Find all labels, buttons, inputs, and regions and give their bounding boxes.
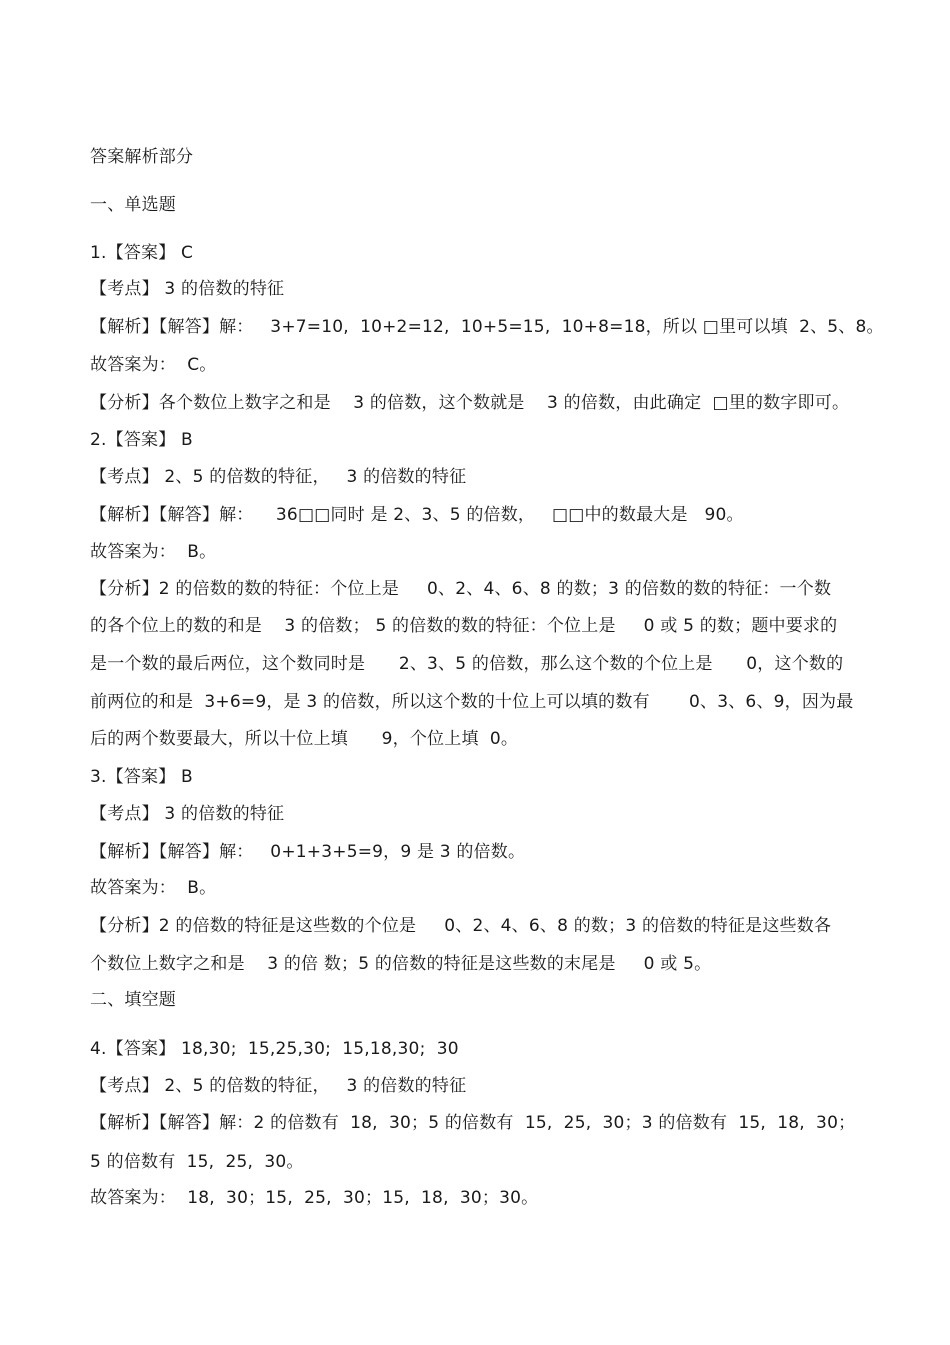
- q2-conclusion: 故答案为： B。: [90, 542, 217, 562]
- q1-fenxi: 【分析】各个数位上数字之和是 3 的倍数，这个数就是 3 的倍数，由此确定 □里的数字即可。: [90, 393, 850, 413]
- q3-fenxi-line: 个数位上数字之和是 3 的倍 数；5 的倍数的特征是这些数的末尾是 0 或 5。: [90, 954, 712, 974]
- q3-conclusion: 故答案为： B。: [90, 878, 217, 898]
- q2-fenxi-line: 前两位的和是 3+6=9，是 3 的倍数，所以这个数的十位上可以填的数有 0、3、6、9，因为最: [90, 692, 854, 712]
- q3-fenxi-line: 【分析】2 的倍数的特征是这些数的个位是 0、2、4、6、8 的数；3 的倍数的特征是这些数各: [90, 916, 832, 936]
- q1-answer: 1.【答案】 C: [90, 243, 194, 263]
- page-title: 答案解析部分: [90, 147, 194, 167]
- q4-jiexi-line: 【解析】【解答】解：2 的倍数有 18, 30；5 的倍数有 15, 25, 30；3 的倍数有 15, 18, 30；: [90, 1113, 856, 1133]
- q4-conclusion: 故答案为： 18, 30；15, 25, 30；15, 18, 30；30。: [90, 1188, 539, 1208]
- q2-fenxi-line: 的各个位上的数的和是 3 的倍数； 5 的倍数的数的特征：个位上是 0 或 5 的数；题中要求的: [90, 616, 838, 636]
- q4-jiexi-line: 5 的倍数有 15, 25, 30。: [90, 1152, 304, 1172]
- q2-fenxi-line: 【分析】2 的倍数的数的特征：个位上是 0、2、4、6、8 的数；3 的倍数的数的特征：一个数: [90, 579, 832, 599]
- q2-jiexi: 【解析】【解答】解： 36□□同时 是 2、3、5 的倍数， □□中的数最大是 90。: [90, 505, 744, 525]
- q3-jiexi: 【解析】【解答】解： 0+1+3+5=9，9 是 3 的倍数。: [90, 842, 526, 862]
- q4-answer: 4.【答案】 18,30; 15,25,30; 15,18,30; 30: [90, 1039, 459, 1059]
- section-heading-single-choice: 一、单选题: [90, 195, 176, 215]
- q3-kaodian: 【考点】 3 的倍数的特征: [90, 804, 285, 824]
- q1-conclusion: 故答案为： C。: [90, 355, 217, 375]
- q2-kaodian: 【考点】 2、5 的倍数的特征， 3 的倍数的特征: [90, 467, 467, 487]
- q2-fenxi-line: 后的两个数要最大，所以十位上填 9，个位上填 0。: [90, 729, 519, 749]
- q3-answer: 3.【答案】 B: [90, 767, 193, 787]
- q4-kaodian: 【考点】 2、5 的倍数的特征， 3 的倍数的特征: [90, 1076, 467, 1096]
- q2-answer: 2.【答案】 B: [90, 430, 193, 450]
- q1-jiexi: 【解析】【解答】解： 3+7=10, 10+2=12, 10+5=15, 10+8=18，所以 □里可以填 2、5、8。: [90, 317, 884, 337]
- q2-fenxi-line: 是一个数的最后两位，这个数同时是 2、3、5 的倍数，那么这个数的个位上是 0，这个数的: [90, 654, 844, 674]
- section-heading-fill-in: 二、填空题: [90, 990, 176, 1010]
- q1-kaodian: 【考点】 3 的倍数的特征: [90, 279, 285, 299]
